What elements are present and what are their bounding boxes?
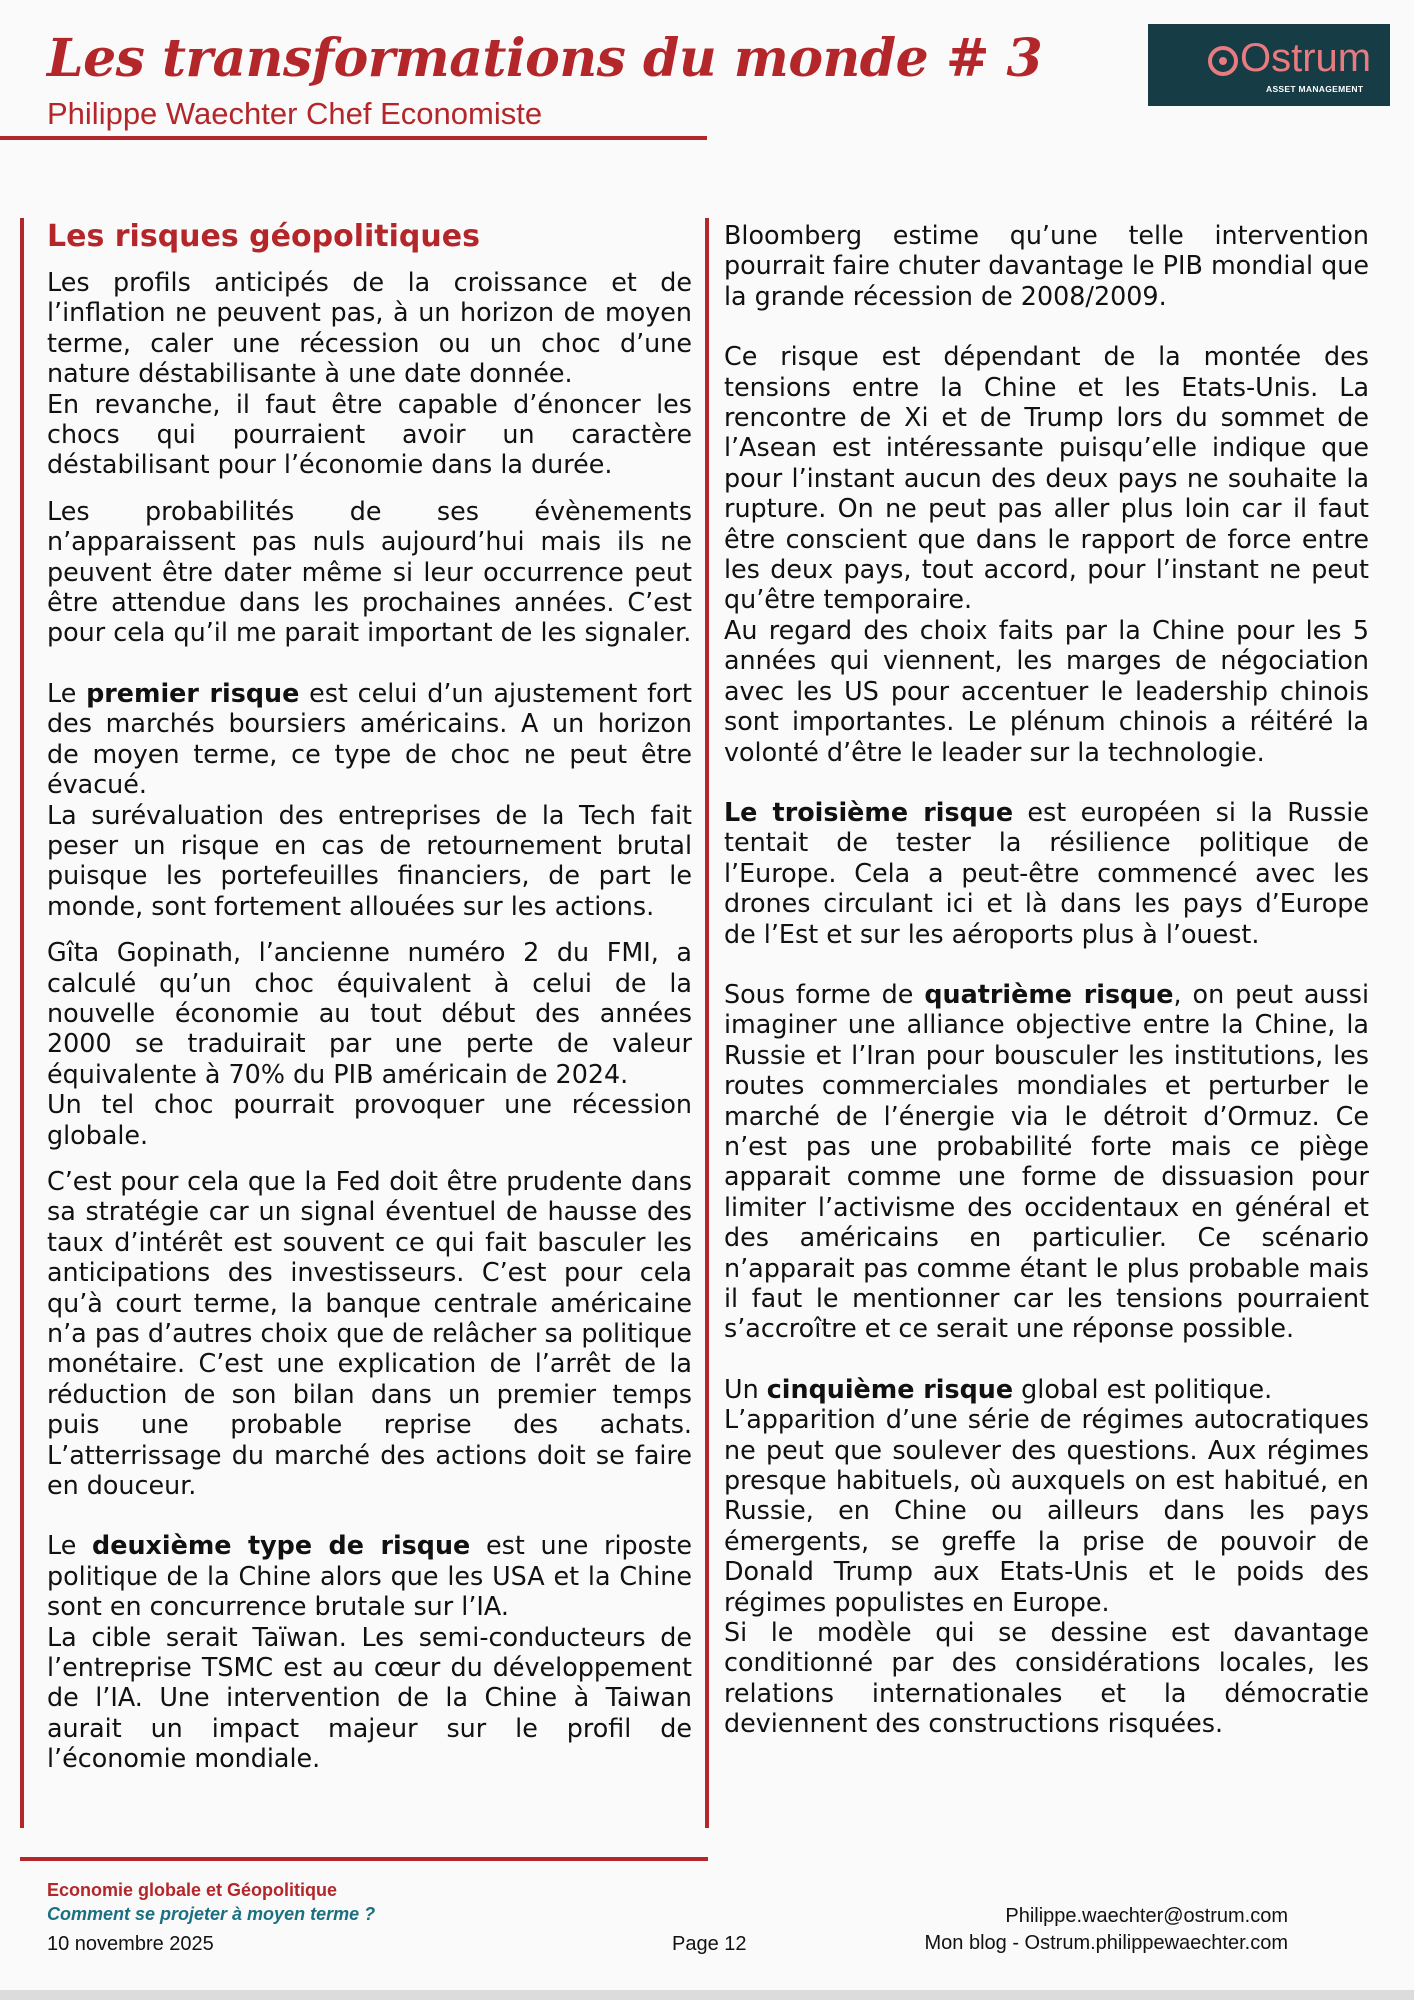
column-divider <box>705 218 709 1828</box>
paragraph <box>47 1166 692 1500</box>
bold-term: premier risque <box>86 677 300 708</box>
paragraph <box>724 220 1369 311</box>
paragraph <box>724 1404 1369 1617</box>
paragraph-text: Ce risque est dépendant de la montée des tensions entre la Chine et les Etats-Unis. La rencontre de Xi et de Trump lors du sommet de l’Asean est intéressante puisqu’elle indique que pour l’instant aucun des deux pays ne souhaite la rupture. On ne peut pas aller plus loin car il faut être conscient que dans le rapport de force entre les deux pays, tout accord, pour l’instant ne peut qu’être temporaire. <box>724 341 1369 615</box>
paragraph-text: , on peut aussi imaginer une alliance objective entre la Chine, la Russie et l’Iran pour bousculer les institutions, les routes commerciales mondiales et perturber le marché de l’énergie via le détroit d’Ormuz. Ce n’est pas une probabilité forte mais ce piège apparait comme une forme de dissuasion pour limiter l’activisme des occidentaux en général et des américains en particulier. Ce scénario n’apparait pas comme étant le plus probable mais il faut le mentionner car les tensions pourraient s’accroître et ce serait une réponse possible. <box>724 978 1370 1344</box>
page-title: Les transformations du monde # 3 <box>47 28 1043 89</box>
paragraph <box>47 496 692 648</box>
paragraph-text: Le <box>47 1530 93 1561</box>
author-email: Philippe.waechter@ostrum.com <box>1005 1905 1288 1927</box>
paragraph <box>47 389 692 480</box>
paragraph-text: global est politique. <box>1013 1373 1273 1404</box>
bold-term: cinquième risque <box>766 1373 1014 1404</box>
page-bottom-band <box>0 1990 1414 2000</box>
logo-tagline: ASSET MANAGEMENT <box>1266 84 1364 94</box>
page-number: Page 12 <box>672 1933 747 1955</box>
paragraph-text: Gîta Gopinath, l’ancienne numéro 2 du FMI, a calculé qu’un choc équivalent à celui de la nouvelle économie au tout début des années 2000 se traduirait par une perte de valeur équivalente à 70% du PIB américain de 2024. <box>47 937 692 1089</box>
paragraph-text: Un <box>724 1373 767 1404</box>
paragraph <box>724 341 1369 615</box>
title-divider <box>0 136 707 140</box>
blog-link[interactable]: Mon blog - Ostrum.philippewaechter.com <box>924 1932 1288 1954</box>
paragraph-text: C’est pour cela que la Fed doit être prudente dans sa stratégie car un signal éventuel de hausse des taux d’intérêt est souvent ce qui fait basculer les anticipations des investisseurs. C’est pour cela qu’à court terme, la banque centrale américaine n’a pas d’autres choix que de relâcher sa politique monétaire. C’est une explication de l’arrêt de la réduction de son bilan dans un premier temps puis une probable reprise des achats. L’atterrissage du marché des actions doit se faire en douceur. <box>47 1165 692 1501</box>
bold-term: quatrième risque <box>924 978 1174 1009</box>
footer-date: 10 novembre 2025 <box>47 1933 214 1955</box>
footer-theme: Economie globale et Géopolitique <box>47 1880 338 1900</box>
paragraph <box>47 1622 692 1774</box>
logo-ring-icon <box>1208 46 1238 76</box>
paragraph <box>724 1617 1369 1739</box>
left-column-text <box>47 267 692 1774</box>
paragraph <box>47 937 692 1089</box>
paragraph <box>47 678 692 800</box>
paragraph <box>724 1374 1369 1404</box>
paragraph <box>47 1089 692 1150</box>
paragraph-text: En revanche, il faut être capable d’énoncer les chocs qui pourraient avoir un caractère déstabilisant pour l’économie dans la durée. <box>47 388 692 480</box>
footer-divider <box>20 1857 708 1861</box>
paragraph-text: Au regard des choix faits par la Chine pour les 5 années qui viennent, les marges de négociation avec les US pour accentuer le leadership chinois sont importantes. Le plénum chinois a réitéré la volonté d’être le leader sur la technologie. <box>724 614 1369 767</box>
paragraph <box>724 615 1369 767</box>
right-column-text <box>724 220 1369 1739</box>
paragraph-text: Le <box>47 677 87 708</box>
logo-wordmark: Ostrum <box>1240 36 1372 80</box>
paragraph-text: est européen si la Russie tentait de tester la résilience politique de l’Europe. Cela a peut-être commencé avec les drones circulant ici et là dans les pays d’Europe de l’Est et sur les aéroports plus à l’ouest. <box>724 796 1369 949</box>
paragraph <box>47 800 692 922</box>
paragraph <box>724 979 1369 1344</box>
paragraph-text: Si le modèle qui se dessine est davantage conditionné par des considérations locales, les relations internationales et la démocratie deviennent des constructions risquées. <box>724 1617 1369 1739</box>
paragraph-text: La surévaluation des entreprises de la Tech fait peser un risque en cas de retournement brutal puisque les portefeuilles financiers, de part le monde, sont fortement allouées sur les actions. <box>47 799 692 921</box>
bold-term: deuxième type de risque <box>92 1530 471 1561</box>
paragraph-text: est une riposte politique de la Chine alors que les USA et la Chine sont en concurrence brutale sur l’IA. <box>47 1530 692 1622</box>
paragraph-text: L’apparition d’une série de régimes autocratiques ne peut que soulever des questions. Aux régimes presque habituels, où auxquels on est habitué, en Russie, en Chine ou ailleurs dans les pays émergents, se greffe la prise de pouvoir de Donald Trump aux Etats-Unis et le poids des régimes populistes en Europe. <box>724 1404 1369 1617</box>
paragraph <box>724 797 1369 949</box>
paragraph <box>47 1530 692 1621</box>
left-column-rule <box>20 218 24 1828</box>
paragraph-text: La cible serait Taïwan. Les semi-conducteurs de l’entreprise TSMC est au cœur du développement de l’IA. Une intervention de la Chine à Taiwan aurait un impact majeur sur le profil de l’économie mondiale. <box>47 1621 692 1774</box>
author-subtitle: Philippe Waechter Chef Economiste <box>47 96 543 131</box>
section-heading: Les risques géopolitiques <box>47 219 480 254</box>
footer-topic: Comment se projeter à moyen terme ? <box>47 1904 376 1924</box>
paragraph <box>47 267 692 389</box>
paragraph-text: Un tel choc pourrait provoquer une récession globale. <box>47 1089 692 1150</box>
paragraph-text: Les probabilités de ses évènements n’apparaissent pas nuls aujourd’hui mais ils ne peuvent être dater même si leur occurrence peut être attendue dans les prochaines années. C’est pour cela qu’il me parait important de les signaler. <box>47 495 692 648</box>
paragraph-text: est celui d’un ajustement fort des marchés boursiers américains. A un horizon de moyen terme, ce type de choc ne peut être évacué. <box>47 677 692 800</box>
bold-term: Le troisième risque <box>724 796 1014 827</box>
paragraph-text: Bloomberg estime qu’une telle intervention pourrait faire chuter davantage le PIB mondial que la grande récession de 2008/2009. <box>724 220 1369 311</box>
paragraph-text: Sous forme de <box>724 978 925 1009</box>
paragraph-text: Les profils anticipés de la croissance et de l’inflation ne peuvent pas, à un horizon de moyen terme, caler une récession ou un choc d’une nature déstabilisante à une date donnée. <box>47 267 692 389</box>
